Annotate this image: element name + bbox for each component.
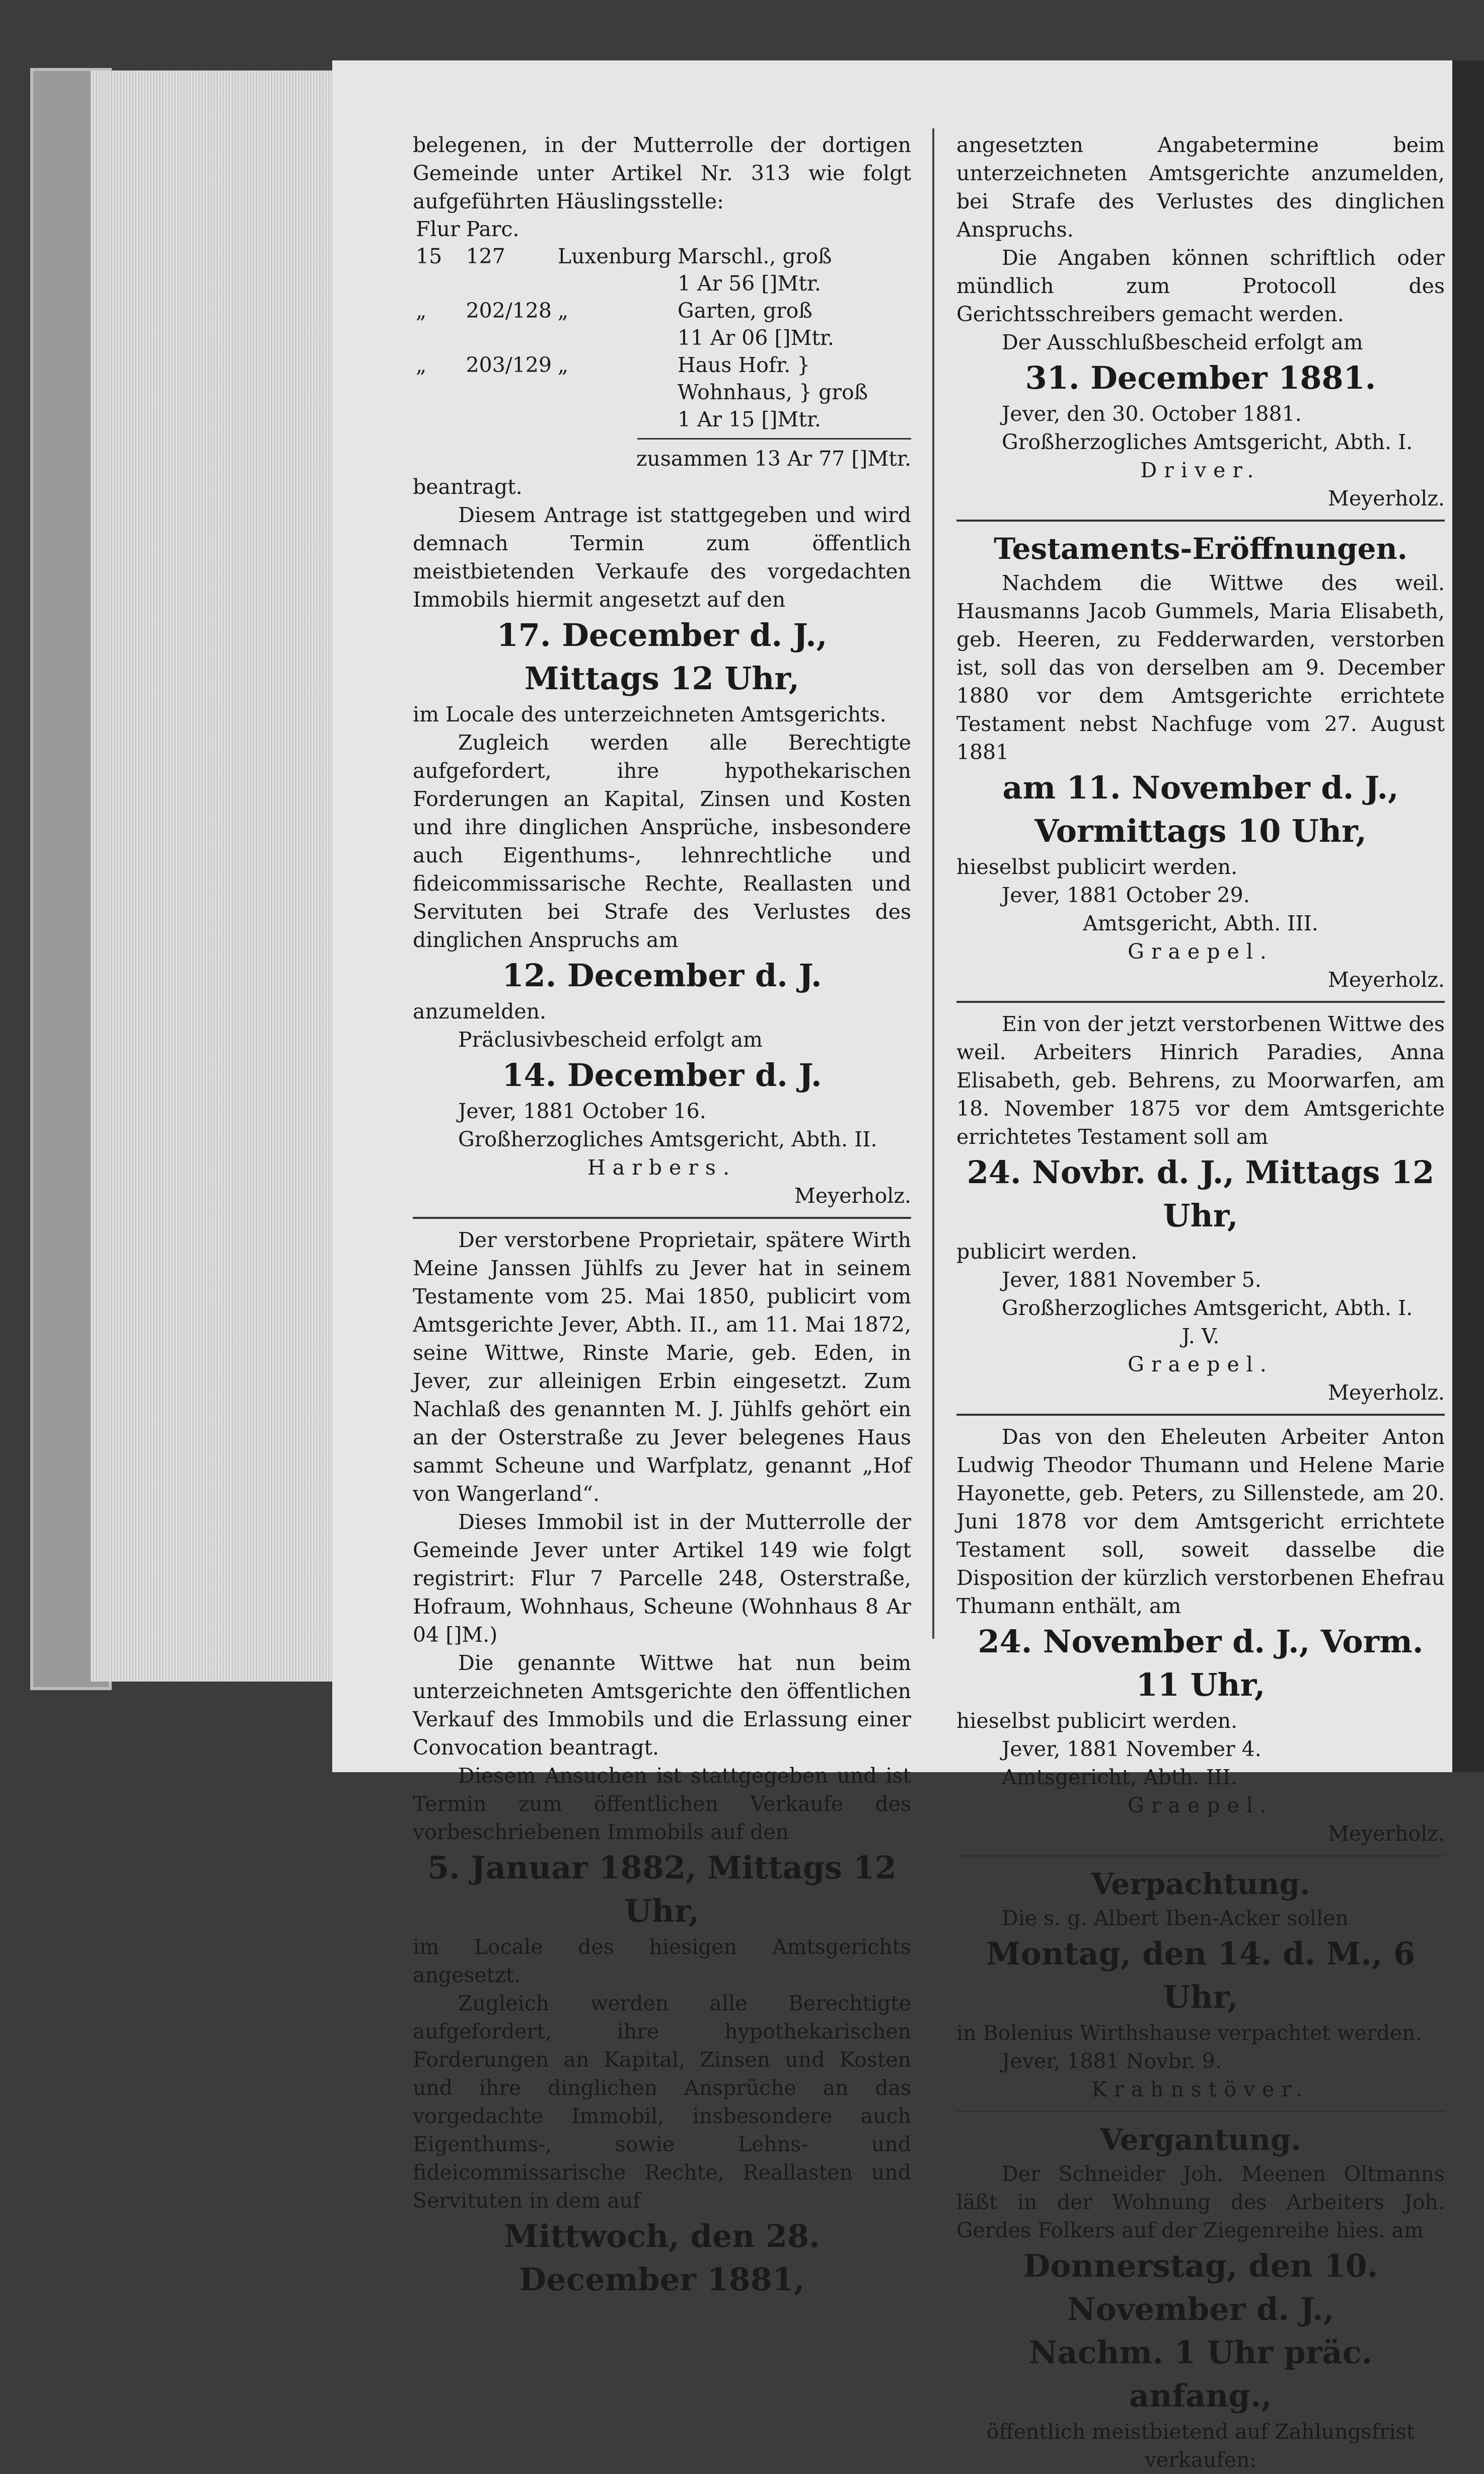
section-heading: Verpachtung.: [1091, 1867, 1310, 1901]
right-column: [956, 131, 1445, 2474]
paragraph: im Locale des hiesigen Amtsgerichts angesetzt.: [413, 1935, 911, 1987]
court-name: Großherzogliches Amtsgericht, Abth. I.: [1002, 1296, 1413, 1320]
paragraph: Der Schneider Joh. Meenen Oltmanns läßt in der Wohnung des Arbeiters Joh. Gerdes Folkers auf der Ziegenreihe hies. am: [956, 2162, 1445, 2242]
signature: Driver.: [1140, 458, 1261, 482]
table-header: [413, 215, 911, 243]
paragraph: Der Ausschlußbescheid erfolgt am: [1002, 330, 1363, 354]
table-row: [413, 243, 911, 297]
paragraph: hieselbst publicirt werden.: [956, 1709, 1238, 1733]
column-divider: [932, 128, 934, 1639]
table-row: [413, 351, 911, 433]
cell-desc: Haus Hofr. } Wohnhaus, } groß 1 Ar 15 []Mtr.: [677, 353, 868, 431]
place-date: Jever, 1881 November 5.: [1002, 1268, 1262, 1292]
paragraph: Die genannte Wittwe hat nun beim unterzeichneten Amtsgerichte den öffentlichen Verkauf des Immobils und die Erlassung einer Convocation beantragt.: [413, 1651, 911, 1760]
paragraph: Die s. g. Albert Iben-Acker sollen: [1002, 1906, 1349, 1930]
cell-flur: 15: [416, 244, 442, 268]
clerk-name: Meyerholz.: [794, 1184, 911, 1208]
signature: Harbers.: [587, 1155, 736, 1180]
paragraph: Das von den Eheleuten Arbeiter Anton Ludwig Theodor Thumann und Helene Marie Hayonette, geb. Peters, zu Sillenstede, am 20. Juni 1878 vor dem Amtsgericht errichtete Testament soll, soweit dasselbe die Disposition der kürzlich verstorbenen Ehefrau Thumann enthält, am: [956, 1425, 1445, 1618]
paragraph: im Locale des unterzeichneten Amtsgerichts.: [413, 702, 886, 726]
date-heading: Donnerstag, den 10. November d. J.,: [1023, 2247, 1378, 2327]
clerk-name: Meyerholz.: [1327, 968, 1445, 992]
paragraph: Ein von der jetzt verstorbenen Wittwe des weil. Arbeiters Hinrich Paradies, Anna Elisabeth, geb. Behrens, zu Moorwarfen, am 18. November 1875 vor dem Amtsgerichte errichtetes Testament soll am: [956, 1012, 1445, 1149]
page-stack: [91, 70, 344, 1682]
paragraph: angesetzten Angabetermine beim unterzeichneten Amtsgerichte anzumelden, bei Strafe des Verlustes des dinglichen Anspruchs.: [956, 133, 1445, 242]
section-heading: Testaments-Eröffnungen.: [994, 532, 1407, 566]
header-parc: Parc.: [466, 217, 520, 241]
paragraph: Dieses Immobil ist in der Mutterrolle der Gemeinde Jever unter Artikel 149 wie folgt registrirt: Flur 7 Parcelle 248, Osterstraße, Hofraum, Wohnhaus, Scheune (Wohnhaus 8 Ar 04 []M.): [413, 1510, 911, 1647]
date-heading: am 11. November d. J.,: [1002, 769, 1399, 806]
date-heading: Montag, den 14. d. M., 6 Uhr,: [986, 1935, 1416, 2015]
paragraph: publicirt werden.: [956, 1240, 1138, 1264]
total-area: zusammen 13 Ar 77 []Mtr.: [636, 447, 911, 471]
date-heading: 12. December d. J.: [502, 957, 822, 994]
place-date: Jever, 1881 October 29.: [1002, 883, 1250, 907]
date-heading: 5. Januar 1882, Mittags 12 Uhr,: [427, 1849, 897, 1929]
paragraph: in Bolenius Wirthshause verpachtet werden.: [956, 2021, 1422, 2045]
cell-flur: „: [416, 299, 427, 323]
initials: J. V.: [1181, 1324, 1220, 1348]
court-name: Amtsgericht, Abth. III.: [1002, 1765, 1237, 1789]
cell-place: Luxenburg: [557, 244, 672, 268]
signature: Graepel.: [1128, 1793, 1274, 1817]
cell-desc: Garten, groß 11 Ar 06 []Mtr.: [677, 299, 835, 350]
cell-parc: 202/128: [466, 299, 552, 323]
court-name: Amtsgericht, Abth. III.: [1083, 911, 1318, 935]
place-date: Jever, 1881 October 16.: [458, 1099, 706, 1123]
cell-desc: Marschl., groß 1 Ar 56 []Mtr.: [677, 244, 832, 296]
header-flur: Flur: [416, 217, 460, 241]
date-heading: 24. Novbr. d. J., Mittags 12 Uhr,: [967, 1154, 1435, 1234]
date-heading: 14. December d. J.: [502, 1057, 822, 1094]
cell-place: „: [557, 299, 569, 323]
paragraph: Nachdem die Wittwe des weil. Hausmanns Jacob Gummels, Maria Elisabeth, geb. Heeren, zu Fedderwarden, verstorben ist, soll das von derselben am 9. December 1880 vor dem Amtsgerichte errichtete Testament nebst Nachfuge vom 27. August 1881: [956, 571, 1445, 764]
paragraph: Zugleich werden alle Berechtigte aufgefordert, ihre hypothekarischen Forderungen an Kapital, Zinsen und Kosten und ihre dinglichen Ansprüche an das vorgedachte Immobil, insbesondere auch Eigenthums-, sowie Lehns- und fideicommissarische Rechte, Reallasten und Servituten in dem auf: [413, 1991, 911, 2213]
signature: Graepel.: [1128, 1352, 1274, 1376]
parcel-table: [413, 215, 911, 433]
place-date: Jever, 1881 Novbr. 9.: [1002, 2049, 1222, 2073]
cell-parc: 203/129: [466, 353, 552, 377]
clerk-name: Meyerholz.: [1327, 1380, 1445, 1405]
table-row: [413, 297, 911, 351]
paragraph: Diesem Ansuchen ist stattgegeben und ist Termin zum öffentlichen Verkaufe des vorbeschriebenen Immobils auf den: [413, 1764, 911, 1844]
intro-text: belegenen, in der Mutterrolle der dortigen Gemeinde unter Artikel Nr. 313 wie folgt aufgeführten Häuslingsstelle:: [413, 133, 911, 213]
beantragt-text: beantragt.: [413, 475, 523, 499]
date-heading: 31. December 1881.: [1025, 359, 1376, 396]
place-date: Jever, 1881 November 4.: [1002, 1737, 1262, 1761]
paragraph: Die Angaben können schriftlich oder mündlich zum Protocoll des Gerichtsschreibers gemacht werden.: [956, 246, 1445, 326]
paragraph: öffentlich meistbietend auf Zahlungsfrist verkaufen:: [986, 2420, 1415, 2472]
section-heading: Vergantung.: [1100, 2123, 1301, 2157]
place-date: Jever, den 30. October 1881.: [1002, 402, 1302, 426]
clerk-name: Meyerholz.: [1327, 1822, 1445, 1846]
cell-place: „: [557, 353, 569, 377]
paragraph: Der verstorbene Proprietair, spätere Wirth Meine Janssen Jühlfs zu Jever hat in seinem Testamente vom 25. Mai 1850, publicirt vom Amtsgerichte Jever, Abth. II., am 11. Mai 1872, seine Wittwe, Rinste Marie, geb. Eden, in Jever, zur alleinigen Erbin eingesetzt. Zum Nachlaß des genannten M. J. Jühlfs gehört ein an der Osterstraße zu Jever belegenes Haus sammt Scheune und Warfplatz, genannt „Hof von Wangerland“.: [413, 1228, 911, 1506]
paragraph: Diesem Antrage ist stattgegeben und wird demnach Termin zum öffentlich meistbietenden Verkaufe des vorgedachten Immobils hiermit angesetzt auf den: [413, 503, 911, 612]
time-heading: Mittags 12 Uhr,: [524, 660, 800, 697]
paragraph: hieselbst publicirt werden.: [956, 855, 1238, 879]
date-heading: Mittwoch, den 28. December 1881,: [504, 2218, 820, 2298]
cell-flur: „: [416, 353, 427, 377]
cell-parc: 127: [466, 244, 505, 268]
time-heading: Vormittags 10 Uhr,: [1034, 813, 1367, 849]
date-heading: 24. November d. J., Vorm. 11 Uhr,: [978, 1623, 1424, 1703]
signature: Graepel.: [1128, 939, 1274, 964]
facing-page-edge: [1452, 60, 1484, 1772]
signature: Krahnstöver.: [1091, 2077, 1310, 2101]
paragraph: anzumelden.: [413, 999, 547, 1024]
court-name: Großherzogliches Amtsgericht, Abth. II.: [458, 1127, 877, 1151]
date-heading: 17. December d. J.,: [496, 617, 828, 653]
paragraph: Präclusivbescheid erfolgt am: [458, 1028, 763, 1052]
left-column: [413, 131, 911, 2301]
court-name: Großherzogliches Amtsgericht, Abth. I.: [1002, 430, 1413, 454]
clerk-name: Meyerholz.: [1327, 486, 1445, 511]
time-heading: Nachm. 1 Uhr präc. anfang.,: [1028, 2334, 1373, 2414]
paragraph: Zugleich werden alle Berechtigte aufgefordert, ihre hypothekarischen Forderungen an Kapital, Zinsen und Kosten und ihre dinglichen Ansprüche, insbesondere auch Eigenthums-, lehnrechtliche und fideicommissarische Rechte, Reallasten und Servituten bei Strafe des Verlustes des dinglichen Anspruchs am: [413, 731, 911, 952]
